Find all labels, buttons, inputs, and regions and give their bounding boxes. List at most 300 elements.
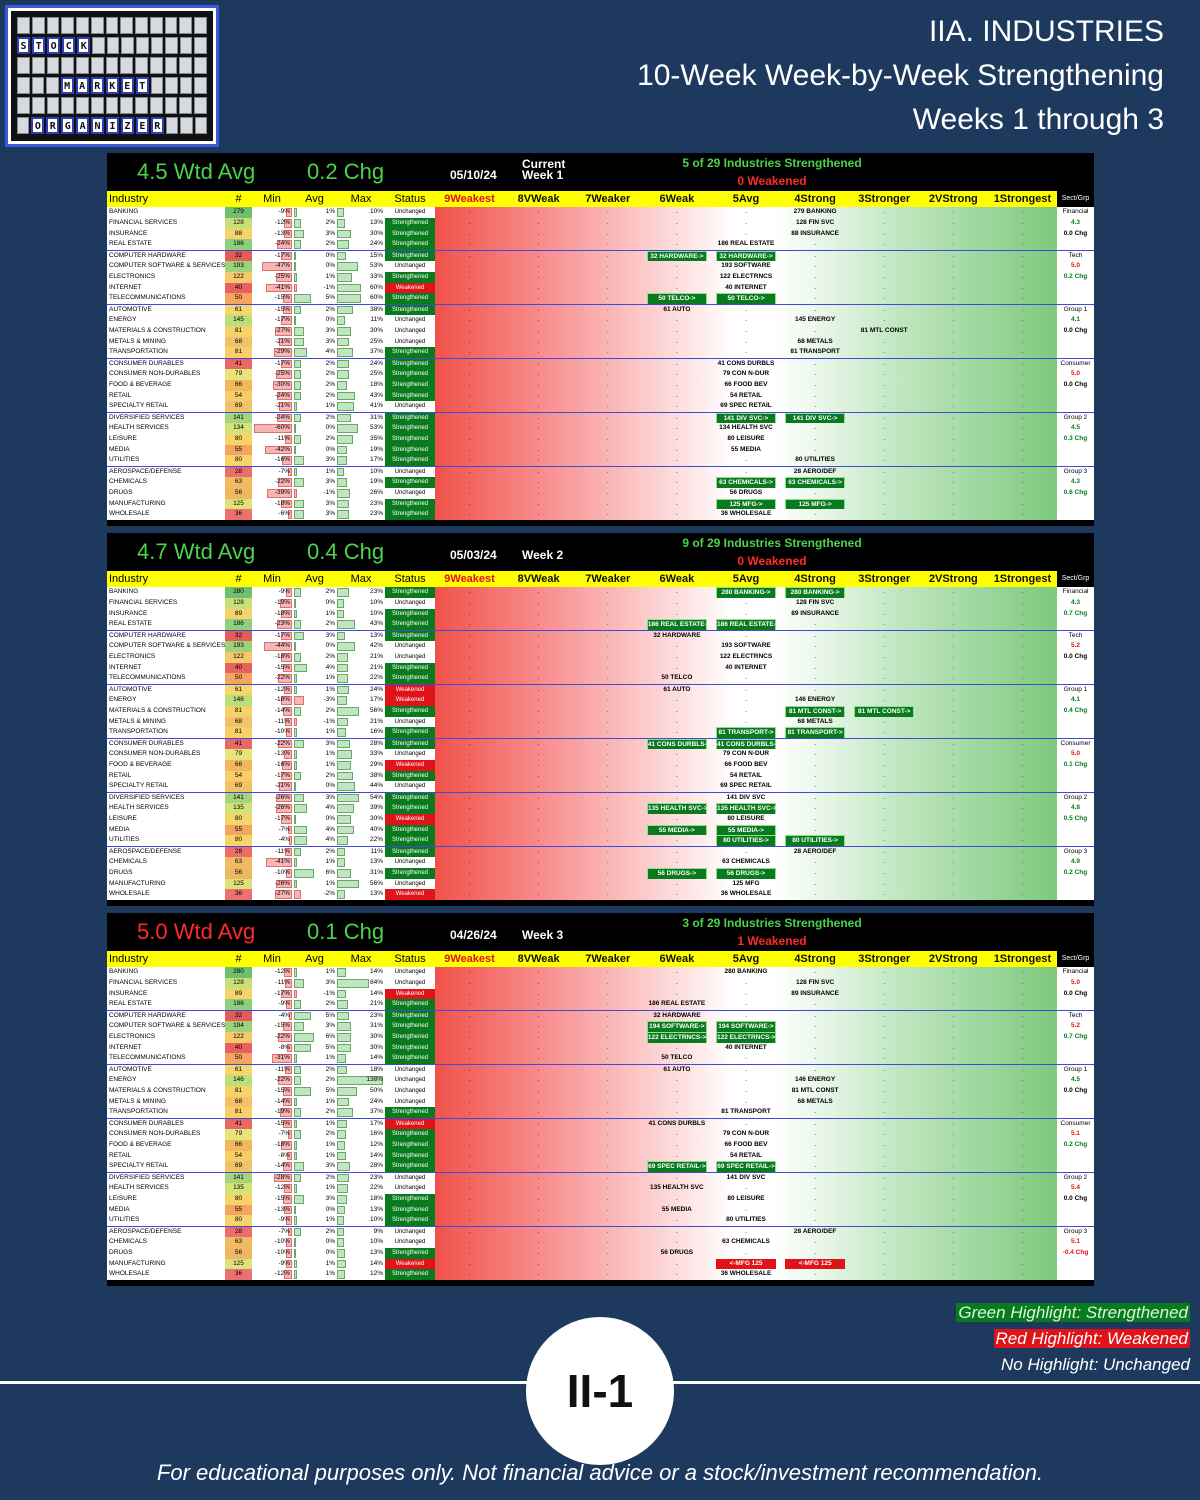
avg-cell [292, 857, 337, 868]
rank-marker: 81 TRANSPORT [721, 1108, 771, 1116]
sect-header: Sect/Grp [1061, 955, 1090, 962]
max-bar [337, 306, 353, 314]
logo-cell [32, 97, 45, 114]
ranking-grid [435, 1140, 1057, 1151]
status-badge: Strengthened [385, 1011, 435, 1021]
status-badge: Unchanged [385, 315, 435, 326]
min-cell [252, 1205, 292, 1216]
max-value: 21% [369, 717, 383, 725]
grid-dot: . [675, 1270, 678, 1278]
min-value: -10% [274, 1237, 290, 1245]
min-value: -17% [274, 360, 290, 368]
avg-bar [294, 1184, 297, 1193]
grid-dot: . [675, 978, 678, 986]
max-value: 10% [369, 468, 383, 476]
grid-dot: . [814, 760, 817, 768]
grid-dot: . [883, 1174, 886, 1182]
industry-count: 68 [225, 717, 252, 728]
max-value: 21% [369, 1000, 383, 1008]
avg-bar [294, 848, 301, 856]
industry-count: 125 [225, 499, 252, 510]
avg-value: 2% [325, 771, 335, 779]
max-cell [337, 413, 385, 423]
grid-dot: . [606, 686, 609, 694]
grid-dot: . [606, 1216, 609, 1224]
grid-dot: . [537, 1054, 540, 1062]
week-panel [107, 913, 1094, 1286]
min-value: -22% [274, 1075, 290, 1083]
industry-count: 125 [225, 1259, 252, 1270]
max-value: 23% [369, 510, 383, 518]
grid-dot: . [745, 674, 747, 682]
grid-dot: . [1021, 814, 1024, 822]
status-badge: Strengthened [385, 1140, 435, 1151]
grid-dot: . [537, 1120, 540, 1128]
sect-cell: Group 2 [1057, 793, 1094, 803]
table-row [107, 695, 1094, 706]
industry-name: AEROSPACE/DEFENSE [107, 467, 225, 477]
grid-dot: . [468, 728, 471, 736]
grid-dot: . [468, 609, 471, 617]
grid-dot: . [952, 306, 955, 314]
grid-dot: . [1021, 456, 1024, 464]
min-cell [252, 445, 292, 456]
grid-dot: . [952, 598, 955, 606]
avg-cell [292, 685, 337, 695]
min-cell [252, 631, 292, 641]
table-row [107, 391, 1094, 402]
ranking-grid [435, 825, 1057, 836]
status-badge: Unchanged [385, 337, 435, 348]
grid-dot: . [1021, 663, 1024, 671]
rank-marker: 28 AERO/DEF [793, 468, 837, 476]
grid-dot: . [537, 749, 540, 757]
grid-dot: . [1021, 261, 1024, 269]
grid-dot: . [883, 252, 886, 260]
min-value: -16% [274, 760, 290, 768]
grid-dot: . [606, 1043, 609, 1051]
max-bar [337, 836, 348, 845]
grid-dot: . [952, 1075, 955, 1083]
avg-cell [292, 1119, 337, 1129]
industry-name: COMPUTER HARDWARE [107, 631, 225, 641]
grid-dot: . [883, 445, 886, 453]
ranking-grid [435, 641, 1057, 652]
grid-dot: . [952, 978, 955, 986]
max-bar [337, 284, 361, 293]
grid-dot: . [675, 1086, 678, 1094]
grid-dot: . [468, 1151, 471, 1159]
avg-value: 2% [325, 1129, 335, 1137]
avg-value: 4% [325, 803, 335, 811]
industry-count: 88 [225, 229, 252, 240]
table-row [107, 250, 1094, 261]
grid-dot: . [675, 218, 678, 226]
max-bar [337, 327, 351, 336]
avg-cell [292, 434, 337, 445]
ranking-grid [435, 1119, 1057, 1129]
industry-name: METALS & MINING [107, 1097, 225, 1108]
status-badge: Unchanged [385, 652, 435, 663]
status-badge: Unchanged [385, 717, 435, 728]
avg-bar [294, 750, 297, 759]
rank-marker: 36 WHOLESALE [720, 890, 772, 898]
industry-name: MEDIA [107, 825, 225, 836]
avg-value: 2% [325, 1066, 335, 1074]
max-bar [337, 728, 346, 737]
grid-dot: . [1021, 1162, 1024, 1170]
ranking-grid [435, 803, 1057, 814]
grid-dot: . [606, 1237, 609, 1245]
status-badge: Unchanged [385, 749, 435, 760]
sect-cell: 4.3 [1057, 477, 1094, 488]
grid-dot: . [814, 641, 817, 649]
rank-marker: 63 CHEMICALS-> [785, 477, 845, 490]
grid-dot: . [606, 890, 609, 898]
sect-cell: 5.1 [1057, 1129, 1094, 1140]
avg-cell [292, 347, 337, 358]
industry-name: COMPUTER SOFTWARE & SERVICES [107, 641, 225, 652]
industry-name: INTERNET [107, 1043, 225, 1054]
avg-bar [294, 489, 297, 498]
max-bar [337, 1260, 346, 1269]
avg-value: 2% [325, 1075, 335, 1083]
grid-dot: . [883, 868, 886, 876]
max-cell [337, 315, 385, 326]
sect-cell: Group 2 [1057, 413, 1094, 423]
max-bar [337, 599, 344, 608]
max-cell [337, 1161, 385, 1172]
min-value: -22% [274, 740, 290, 748]
avg-value: -1% [323, 283, 335, 291]
min-value: -12% [274, 1270, 290, 1278]
grid-dot: . [468, 477, 471, 485]
avg-bar [294, 707, 301, 716]
max-cell [337, 229, 385, 240]
avg-value: 1% [325, 1097, 335, 1105]
avg-bar [294, 1228, 301, 1236]
ranking-grid [435, 685, 1057, 695]
grid-dot: . [814, 782, 817, 790]
grid-dot: . [952, 989, 955, 997]
avg-cell [292, 337, 337, 348]
table-row [107, 771, 1094, 782]
logo-cell [194, 17, 207, 34]
grid-dot: . [675, 283, 678, 291]
grid-dot: . [675, 337, 678, 345]
max-bar [337, 1066, 347, 1074]
min-value: -21% [274, 782, 290, 790]
grid-dot: . [883, 1120, 886, 1128]
grid-dot: . [1021, 391, 1024, 399]
max-cell [337, 477, 385, 488]
grid-dot: . [606, 1183, 609, 1191]
max-cell [337, 1173, 385, 1183]
grid-dot: . [883, 1108, 886, 1116]
industry-name: TRANSPORTATION [107, 727, 225, 738]
grid-dot: . [675, 879, 678, 887]
grid-dot: . [606, 499, 609, 507]
avg-cell [292, 1053, 337, 1064]
grid-dot: . [537, 782, 540, 790]
sect-cell: 5.0 [1057, 978, 1094, 989]
column-header: Status [394, 953, 426, 965]
avg-value: 3% [325, 740, 335, 748]
grid-dot: . [537, 360, 540, 368]
grid-dot: . [468, 360, 471, 368]
sect-cell: Tech [1057, 631, 1094, 641]
industry-name: HEALTH SERVICES [107, 803, 225, 814]
grid-dot: . [883, 1097, 886, 1105]
grid-dot: . [468, 414, 471, 422]
max-value: 10% [369, 1237, 383, 1245]
grid-dot: . [606, 1000, 609, 1008]
avg-bar [294, 1130, 301, 1139]
sect-cell: 0.2 Chg [1057, 868, 1094, 879]
avg-bar [294, 1033, 314, 1042]
rank-marker: 68 METALS [797, 337, 833, 345]
max-cell [337, 1183, 385, 1194]
grid-dot: . [606, 1248, 609, 1256]
grid-dot: . [675, 369, 678, 377]
wtd-chg: 0.1 Chg [307, 919, 385, 944]
grid-dot: . [952, 1183, 955, 1191]
min-cell [252, 1215, 292, 1226]
grid-dot: . [883, 771, 886, 779]
min-value: -14% [274, 1162, 290, 1170]
sect-cell: 0.5 Chg [1057, 814, 1094, 825]
ranking-grid [435, 587, 1057, 598]
status-badge: Unchanged [385, 857, 435, 868]
grid-dot: . [537, 261, 540, 269]
min-value: -16% [274, 456, 290, 464]
grid-dot: . [883, 749, 886, 757]
industry-name: COMPUTER HARDWARE [107, 251, 225, 261]
min-cell [252, 207, 292, 218]
grid-dot: . [883, 1086, 886, 1094]
column-header: 6Weak [659, 193, 695, 205]
grid-dot: . [883, 620, 886, 628]
avg-value: 2% [325, 360, 335, 368]
sect-cell [1057, 1097, 1094, 1108]
ranking-grid [435, 1237, 1057, 1248]
table-row [107, 380, 1094, 391]
table-row [107, 825, 1094, 836]
grid-dot: . [745, 337, 747, 345]
column-header: 9Weakest [435, 951, 504, 967]
grid-dot: . [952, 402, 955, 410]
ranking-grid [435, 1183, 1057, 1194]
grid-dot: . [606, 717, 609, 725]
grid-dot: . [952, 252, 955, 260]
min-value: -12% [274, 218, 290, 226]
status-badge: Strengthened [385, 1043, 435, 1054]
industry-count: 141 [225, 1173, 252, 1183]
avg-value: 4% [325, 836, 335, 844]
logo-cell [17, 97, 30, 114]
table-row [107, 509, 1094, 520]
industry-name: TRANSPORTATION [107, 347, 225, 358]
grid-dot: . [883, 1183, 886, 1191]
grid-dot: . [537, 740, 540, 748]
column-header-row [107, 951, 1057, 967]
avg-cell [292, 587, 337, 598]
industry-name: TELECOMMUNICATIONS [107, 293, 225, 304]
grid-dot: . [468, 315, 471, 323]
min-value: -9% [278, 1216, 290, 1224]
max-value: 22% [369, 674, 383, 682]
sect-cell [1057, 1161, 1094, 1172]
industry-name: INTERNET [107, 283, 225, 294]
grid-dot: . [883, 598, 886, 606]
status-badge: Strengthened [385, 272, 435, 283]
status-badge: Strengthened [385, 359, 435, 369]
min-cell [252, 609, 292, 620]
max-value: 24% [369, 240, 383, 248]
rank-marker: 125 MFG [732, 879, 760, 887]
grid-dot: . [537, 380, 540, 388]
grid-dot: . [952, 686, 955, 694]
grid-dot: . [537, 456, 540, 464]
grid-dot: . [1021, 1032, 1024, 1040]
ranking-grid [435, 359, 1057, 369]
column-header: 7Weaker [585, 193, 631, 205]
grid-dot: . [952, 1097, 955, 1105]
grid-dot: . [883, 306, 886, 314]
rank-marker: 89 INSURANCE [791, 989, 839, 997]
max-value: 56% [369, 706, 383, 714]
grid-dot: . [537, 717, 540, 725]
rank-marker: 80 UTILITIES-> [785, 835, 845, 848]
industry-name: AUTOMOTIVE [107, 305, 225, 315]
max-bar [337, 381, 347, 390]
grid-dot: . [952, 1000, 955, 1008]
weakened-summary: 0 Weakened [737, 554, 807, 568]
table-row [107, 717, 1094, 728]
grid-dot: . [814, 1162, 817, 1170]
table-row [107, 760, 1094, 771]
max-value: 23% [369, 1012, 383, 1020]
grid-dot: . [606, 794, 609, 802]
avg-value: 0% [325, 598, 335, 606]
avg-value: 5% [325, 294, 335, 302]
avg-value: 0% [325, 252, 335, 260]
avg-value: 3% [325, 477, 335, 485]
industry-count: 32 [225, 1011, 252, 1021]
grid-dot: . [606, 1228, 609, 1236]
max-cell [337, 1086, 385, 1097]
logo-cell [180, 37, 193, 54]
max-cell [337, 1107, 385, 1118]
max-bar [337, 750, 352, 759]
rank-marker: 135 HEALTH SVC [650, 1183, 704, 1191]
grid-dot: . [814, 749, 817, 757]
grid-dot: . [883, 1205, 886, 1213]
grid-dot: . [1021, 315, 1024, 323]
avg-bar [294, 1076, 301, 1085]
grid-dot: . [952, 391, 955, 399]
rank-marker: 280 BANKING [724, 968, 768, 975]
grid-dot: . [537, 989, 540, 997]
industry-name: DIVERSIFIED SERVICES [107, 1173, 225, 1183]
min-value: -13% [274, 1205, 290, 1213]
grid-dot: . [883, 686, 886, 694]
avg-cell [292, 1107, 337, 1118]
grid-dot: . [883, 1021, 886, 1029]
logo-cell [76, 17, 89, 34]
grid-dot: . [468, 1054, 471, 1062]
avg-cell [292, 889, 337, 900]
column-header: 2VStrong [928, 193, 978, 205]
min-cell [252, 293, 292, 304]
logo-cell: M [61, 77, 74, 94]
industry-count: 128 [225, 598, 252, 609]
week-date: 04/26/24 [450, 928, 497, 942]
rank-marker: 61 AUTO [663, 1066, 691, 1074]
max-cell [337, 727, 385, 738]
sect-cell: 5.0 [1057, 261, 1094, 272]
max-bar [337, 468, 344, 476]
grid-dot: . [952, 1066, 955, 1074]
max-bar [337, 653, 348, 662]
sect-cell [1057, 1259, 1094, 1270]
industry-count: 28 [225, 467, 252, 477]
strengthened-summary: 3 of 29 Industries Strengthened [682, 916, 862, 930]
grid-dot: . [537, 857, 540, 865]
grid-dot: . [537, 1086, 540, 1094]
grid-dot: . [675, 771, 678, 779]
grid-dot: . [814, 890, 817, 898]
min-value: -21% [274, 402, 290, 410]
max-cell [337, 347, 385, 358]
grid-dot: . [468, 978, 471, 986]
grid-dot: . [537, 663, 540, 671]
table-row [107, 630, 1094, 641]
grid-dot: . [606, 588, 609, 595]
avg-value: 1% [325, 1183, 335, 1191]
status-badge: Weakened [385, 760, 435, 771]
sect-cell [1057, 825, 1094, 836]
column-header: Min [263, 953, 281, 965]
grid-dot: . [675, 380, 678, 388]
rank-marker: 146 ENERGY [795, 695, 836, 703]
max-cell [337, 337, 385, 348]
industry-name: CONSUMER DURABLES [107, 1119, 225, 1129]
grid-dot: . [814, 825, 817, 833]
grid-dot: . [1021, 1270, 1024, 1278]
max-cell [337, 889, 385, 900]
logo-cell [47, 17, 60, 34]
grid-dot: . [468, 1012, 471, 1020]
grid-dot: . [537, 1075, 540, 1083]
max-bar [337, 979, 369, 988]
grid-dot: . [952, 283, 955, 291]
grid-dot: . [745, 306, 747, 314]
ranking-grid [435, 488, 1057, 499]
grid-dot: . [537, 598, 540, 606]
grid-dot: . [814, 803, 817, 811]
column-header: Status [394, 193, 426, 205]
min-value: -11% [275, 848, 290, 856]
grid-dot: . [883, 1259, 886, 1267]
grid-dot: . [814, 740, 817, 748]
avg-bar [294, 674, 297, 683]
min-cell [252, 781, 292, 792]
logo-cell [61, 57, 74, 74]
max-cell [337, 1119, 385, 1129]
grid-dot: . [883, 1248, 886, 1256]
grid-dot: . [883, 879, 886, 887]
